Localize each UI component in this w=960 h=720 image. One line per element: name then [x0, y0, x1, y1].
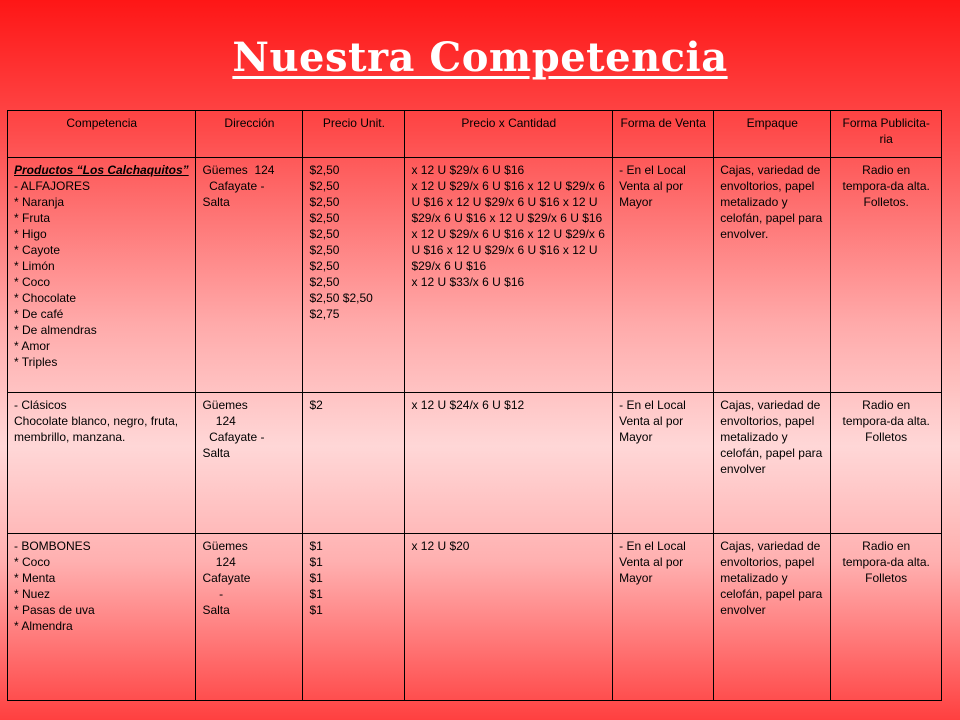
sale-method: - En el Local Venta al por Mayor — [619, 163, 690, 209]
sale-method: - En el Local Venta al por Mayor — [619, 539, 690, 585]
quantity-price: x 12 U $24/x 6 U $12 — [411, 398, 525, 412]
address-line: Salta — [202, 603, 230, 617]
advertising: Radio en tempora-da alta. Folletos — [842, 398, 934, 444]
product-line: * Triples — [14, 355, 58, 369]
cell-empaque — [714, 158, 831, 393]
product-line: * Menta — [14, 571, 56, 585]
unit-price: $2,50 — [309, 163, 340, 177]
unit-price: $1 — [309, 539, 323, 553]
unit-price: $1 — [309, 587, 323, 601]
cell-publicitaria — [831, 158, 942, 393]
unit-price: $2,50 $2,50 — [309, 291, 373, 305]
competition-table — [7, 110, 942, 701]
cell-precio-cantidad — [405, 158, 613, 393]
address-line: Cafayate — [202, 571, 251, 585]
cell-precio-unit — [303, 534, 405, 701]
cell-direccion — [196, 534, 303, 701]
product-line: * Almendra — [14, 619, 73, 633]
header-forma-venta: Forma de Venta — [613, 111, 714, 158]
address-line: Cafayate - — [202, 430, 265, 444]
cell-forma-venta — [613, 158, 714, 393]
header-precio-cantidad: Precio x Cantidad — [405, 111, 613, 158]
header-direccion: Dirección — [196, 111, 303, 158]
address-line: - — [202, 587, 224, 601]
unit-price: $2,50 — [309, 179, 340, 193]
packaging: Cajas, variedad de envoltorios, papel metalizado y celofán, papel para envolver — [720, 539, 826, 617]
product-line: * Pasas de uva — [14, 603, 95, 617]
advertising: Radio en tempora-da alta. Folletos. — [842, 163, 934, 209]
cell-competencia — [8, 158, 196, 393]
address-line: Güemes 124 — [202, 163, 275, 177]
cell-direccion — [196, 393, 303, 534]
page-title: Nuestra Competencia — [232, 34, 728, 81]
product-line: * De café — [14, 307, 64, 321]
unit-price: $2,50 — [309, 259, 340, 273]
product-line: * Fruta — [14, 211, 51, 225]
address-line: 124 — [202, 414, 236, 428]
header-forma-publicitaria: Forma Publicita-ria — [831, 111, 942, 158]
cell-forma-venta — [613, 393, 714, 534]
address-line: Güemes — [202, 398, 248, 412]
product-line: * Coco — [14, 275, 51, 289]
product-line: * Chocolate — [14, 291, 77, 305]
packaging: Cajas, variedad de envoltorios, papel metalizado y celofán, papel para envolver. — [720, 163, 826, 241]
unit-price: $1 — [309, 603, 323, 617]
unit-price: $1 — [309, 571, 323, 585]
address-line: Cafayate - — [202, 179, 265, 193]
cell-precio-unit — [303, 158, 405, 393]
cell-competencia — [8, 393, 196, 534]
advertising: Radio en tempora-da alta. Folletos — [842, 539, 934, 585]
unit-price: $2 — [309, 398, 323, 412]
unit-price: $2,50 — [309, 243, 340, 257]
header-empaque: Empaque — [714, 111, 831, 158]
product-line: * Nuez — [14, 587, 51, 601]
cell-publicitaria — [831, 393, 942, 534]
cell-competencia — [8, 534, 196, 701]
product-line: * Limón — [14, 259, 55, 273]
product-line: * De almendras — [14, 323, 97, 337]
product-line: * Amor — [14, 339, 51, 353]
sale-method: - En el Local Venta al por Mayor — [619, 398, 690, 444]
address-line: Güemes — [202, 539, 248, 553]
cell-empaque — [714, 393, 831, 534]
product-line: Chocolate blanco, negro, fruta, membrillo, manzana. — [14, 414, 182, 444]
table-row — [8, 534, 942, 701]
header-competencia: Competencia — [8, 111, 196, 158]
quantity-price: x 12 U $20 — [411, 539, 470, 553]
cell-precio-unit — [303, 393, 405, 534]
address-line: Salta — [202, 195, 230, 209]
table-row — [8, 158, 942, 393]
table-row — [8, 393, 942, 534]
product-line: * Higo — [14, 227, 47, 241]
cell-direccion — [196, 158, 303, 393]
cell-precio-cantidad — [405, 393, 613, 534]
product-brand-title: Productos “Los Calchaquitos” — [14, 163, 189, 177]
unit-price: $2,50 — [309, 227, 340, 241]
product-line: - BOMBONES — [14, 539, 91, 553]
unit-price: $2,50 — [309, 275, 340, 289]
address-line: 124 — [202, 555, 236, 569]
product-line: - ALFAJORES — [14, 179, 91, 193]
quantity-price: x 12 U $29/x 6 U $16 x 12 U $29/x 6 U $16 x 12 U $29/x 6 U $16 x 12 U $29/x 6 U $16 x 12 U $29/x 6 U $16 x 12 U $29/x 6 U $16 x 12 U $29/x 6 U $16 x 12 U $29/x 6 U $16 x 12 U $29/x 6 U $16 x 12 U $29/x 6 U $16 x 12 U $33/x 6 U $16 — [411, 163, 605, 289]
packaging: Cajas, variedad de envoltorios, papel metalizado y celofán, papel para envolver — [720, 398, 826, 476]
unit-price: $2,75 — [309, 307, 340, 321]
cell-empaque — [714, 534, 831, 701]
cell-publicitaria — [831, 534, 942, 701]
table-header-row — [8, 111, 942, 158]
unit-price: $2,50 — [309, 211, 340, 225]
unit-price: $1 — [309, 555, 323, 569]
product-line: - Clásicos — [14, 398, 67, 412]
unit-price: $2,50 — [309, 195, 340, 209]
product-line: * Coco — [14, 555, 51, 569]
product-line: * Naranja — [14, 195, 65, 209]
product-line: * Cayote — [14, 243, 61, 257]
address-line: Salta — [202, 446, 230, 460]
header-precio-unit: Precio Unit. — [303, 111, 405, 158]
cell-forma-venta — [613, 534, 714, 701]
cell-precio-cantidad — [405, 534, 613, 701]
